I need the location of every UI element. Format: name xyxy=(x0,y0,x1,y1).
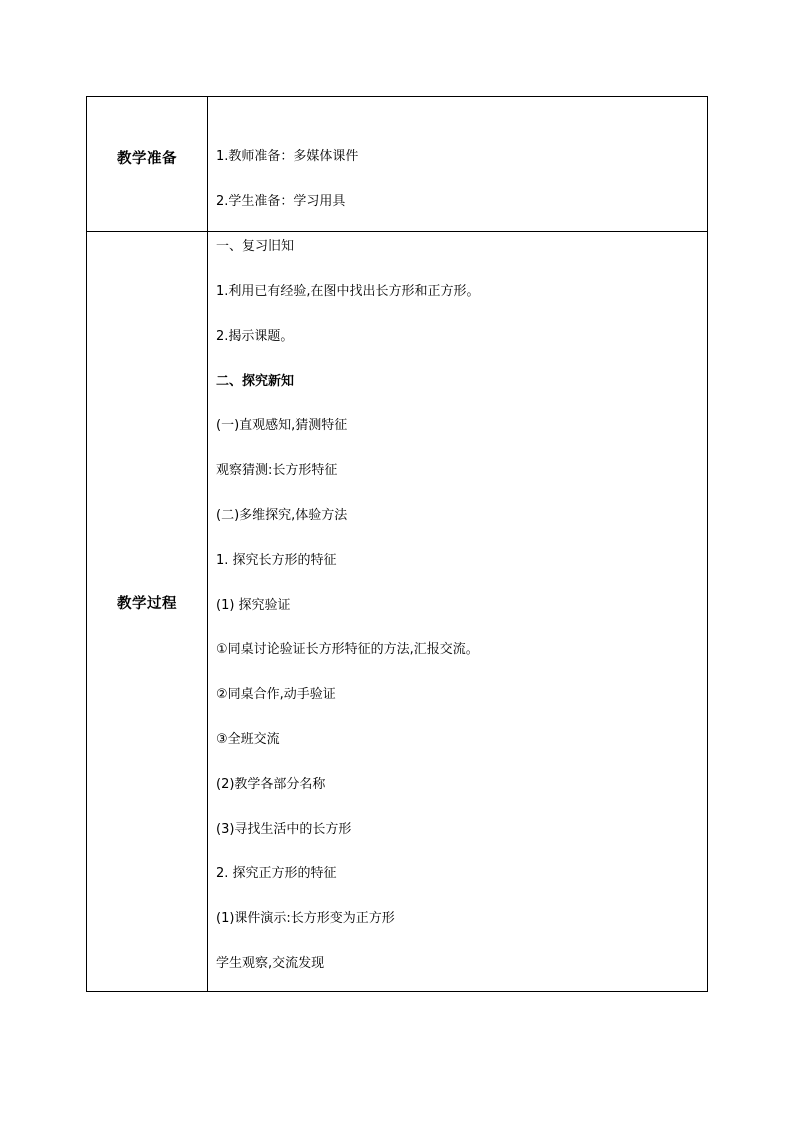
preparation-item-teacher: 1.教师准备：多媒体课件 xyxy=(216,149,359,164)
process-line: 1. 探究长方形的特征 xyxy=(216,553,337,568)
process-line: 2.揭示课题。 xyxy=(216,329,294,344)
column-divider xyxy=(207,232,208,991)
process-line: (3)寻找生活中的长方形 xyxy=(216,822,352,837)
process-line: (一)直观感知,猜测特征 xyxy=(216,418,348,433)
process-line: 2. 探究正方形的特征 xyxy=(216,866,337,881)
process-line: ①同桌讨论验证长方形特征的方法,汇报交流。 xyxy=(216,642,479,657)
process-line: 观察猜测:长方形特征 xyxy=(216,463,338,478)
column-divider xyxy=(207,97,208,231)
teaching-preparation-row xyxy=(87,97,707,232)
teaching-process-row xyxy=(87,232,707,991)
lesson-plan-table xyxy=(86,96,708,992)
process-line: ③全班交流 xyxy=(216,732,280,747)
process-line: (1)课件演示:长方形变为正方形 xyxy=(216,911,395,926)
process-line: 1.利用已有经验,在图中找出长方形和正方形。 xyxy=(216,284,480,299)
preparation-item-student: 2.学生准备：学习用具 xyxy=(216,194,346,209)
teaching-preparation-label: 教学准备 xyxy=(117,151,177,167)
process-line: (二)多维探究,体验方法 xyxy=(216,508,348,523)
process-line: ②同桌合作,动手验证 xyxy=(216,687,336,702)
process-line: 学生观察,交流发现 xyxy=(216,956,325,971)
teaching-process-label: 教学过程 xyxy=(117,596,177,612)
process-line-review-heading: 一、复习旧知 xyxy=(216,239,295,254)
process-line: (2)教学各部分名称 xyxy=(216,777,326,792)
process-line-explore-heading: 二、探究新知 xyxy=(216,374,295,389)
process-line: (1) 探究验证 xyxy=(216,598,291,613)
